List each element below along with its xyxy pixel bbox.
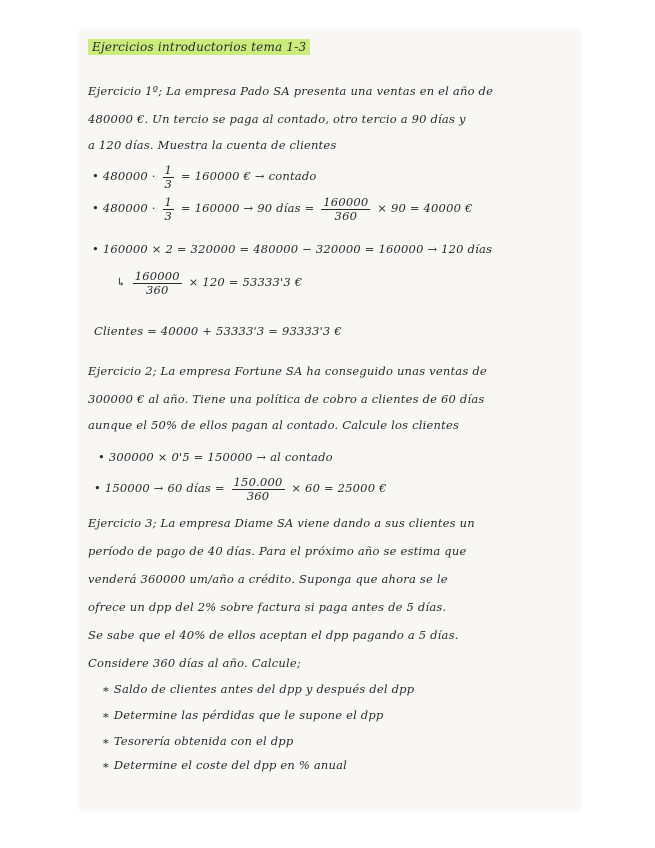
calc-text: = 160000 € → contado [180, 169, 317, 184]
fraction-denominator: 3 [164, 208, 173, 223]
fraction-numerator: 160000 [323, 195, 369, 209]
ex3-statement-line2: período de pago de 40 días. Para el próximo año se estima que [88, 544, 467, 558]
fraction-denominator: 360 [334, 208, 358, 223]
fraction-numerator: 1 [164, 163, 173, 177]
ex1-statement-line3: a 120 días. Muestra la cuenta de clientes [88, 138, 337, 152]
title-highlight: Ejercicios introductorios tema 1-3 [88, 39, 310, 55]
calc-text: = 160000 → 90 días = [180, 201, 315, 216]
ex2-statement-line3: aunque el 50% de ellos pagan al contado. Calcule los clientes [88, 418, 460, 432]
fraction-denominator: 3 [164, 176, 173, 191]
fraction-numerator: 160000 [134, 269, 180, 283]
fraction [321, 196, 370, 222]
ex2-statement-line1: Ejercicio 2; La empresa Fortune SA ha conseguido unas ventas de [88, 364, 487, 378]
ex1-calc-contado [92, 164, 317, 190]
ex3-task-item: ∗ Determine las pérdidas que le supone el dpp [102, 708, 384, 722]
fraction [163, 164, 175, 190]
calc-text: • 480000 · [92, 201, 156, 216]
ex3-statement-line5: Se sabe que el 40% de ellos aceptan el dpp pagando a 5 días. [88, 628, 459, 642]
ex1-calc-120-result [116, 270, 302, 296]
fraction [133, 270, 182, 296]
arrow-icon: ↳ [116, 275, 126, 290]
ex2-statement-line2: 300000 € al año. Tiene una política de cobro a clientes de 60 días [88, 392, 485, 406]
ex1-calc-120-days: • 160000 × 2 = 320000 = 480000 − 320000 = 160000 → 120 días [92, 242, 493, 256]
fraction-denominator: 360 [145, 282, 169, 297]
ex1-statement-line2: 480000 €. Un tercio se paga al contado, otro tercio a 90 días y [88, 112, 466, 126]
ex3-statement-line1: Ejercicio 3; La empresa Diame SA viene dando a sus clientes un [88, 516, 475, 530]
calc-text: • 480000 · [92, 169, 156, 184]
fraction-numerator: 150.000 [233, 475, 283, 489]
calc-text: × 90 = 40000 € [377, 201, 473, 216]
calc-text: × 120 = 53333'3 € [188, 275, 303, 290]
ex3-task-item: ∗ Tesorería obtenida con el dpp [102, 734, 294, 748]
ex2-calc-60-days [94, 476, 387, 502]
ex3-task-item: ∗ Saldo de clientes antes del dpp y después del dpp [102, 682, 415, 696]
fraction [232, 476, 285, 502]
ex1-calc-90-days [92, 196, 472, 222]
notebook-page [80, 30, 580, 810]
ex3-statement-line4: ofrece un dpp del 2% sobre factura si paga antes de 5 días. [88, 600, 447, 614]
fraction [163, 196, 175, 222]
ex3-statement-line3: venderá 360000 um/año a crédito. Suponga que ahora se le [88, 572, 448, 586]
calc-text: × 60 = 25000 € [291, 481, 387, 496]
calc-text: • 150000 → 60 días = [94, 481, 225, 496]
page-title [88, 40, 310, 54]
ex2-calc-contado: • 300000 × 0'5 = 150000 → al contado [98, 450, 333, 464]
ex3-statement-line6: Considere 360 días al año. Calcule; [88, 656, 301, 670]
ex1-statement-line1: Ejercicio 1º; La empresa Pado SA presenta una ventas en el año de [88, 84, 494, 98]
ex1-result: Clientes = 40000 + 53333'3 = 93333'3 € [94, 324, 342, 338]
fraction-numerator: 1 [164, 195, 173, 209]
fraction-denominator: 360 [246, 488, 270, 503]
ex3-task-item: ∗ Determine el coste del dpp en % anual [102, 758, 348, 772]
